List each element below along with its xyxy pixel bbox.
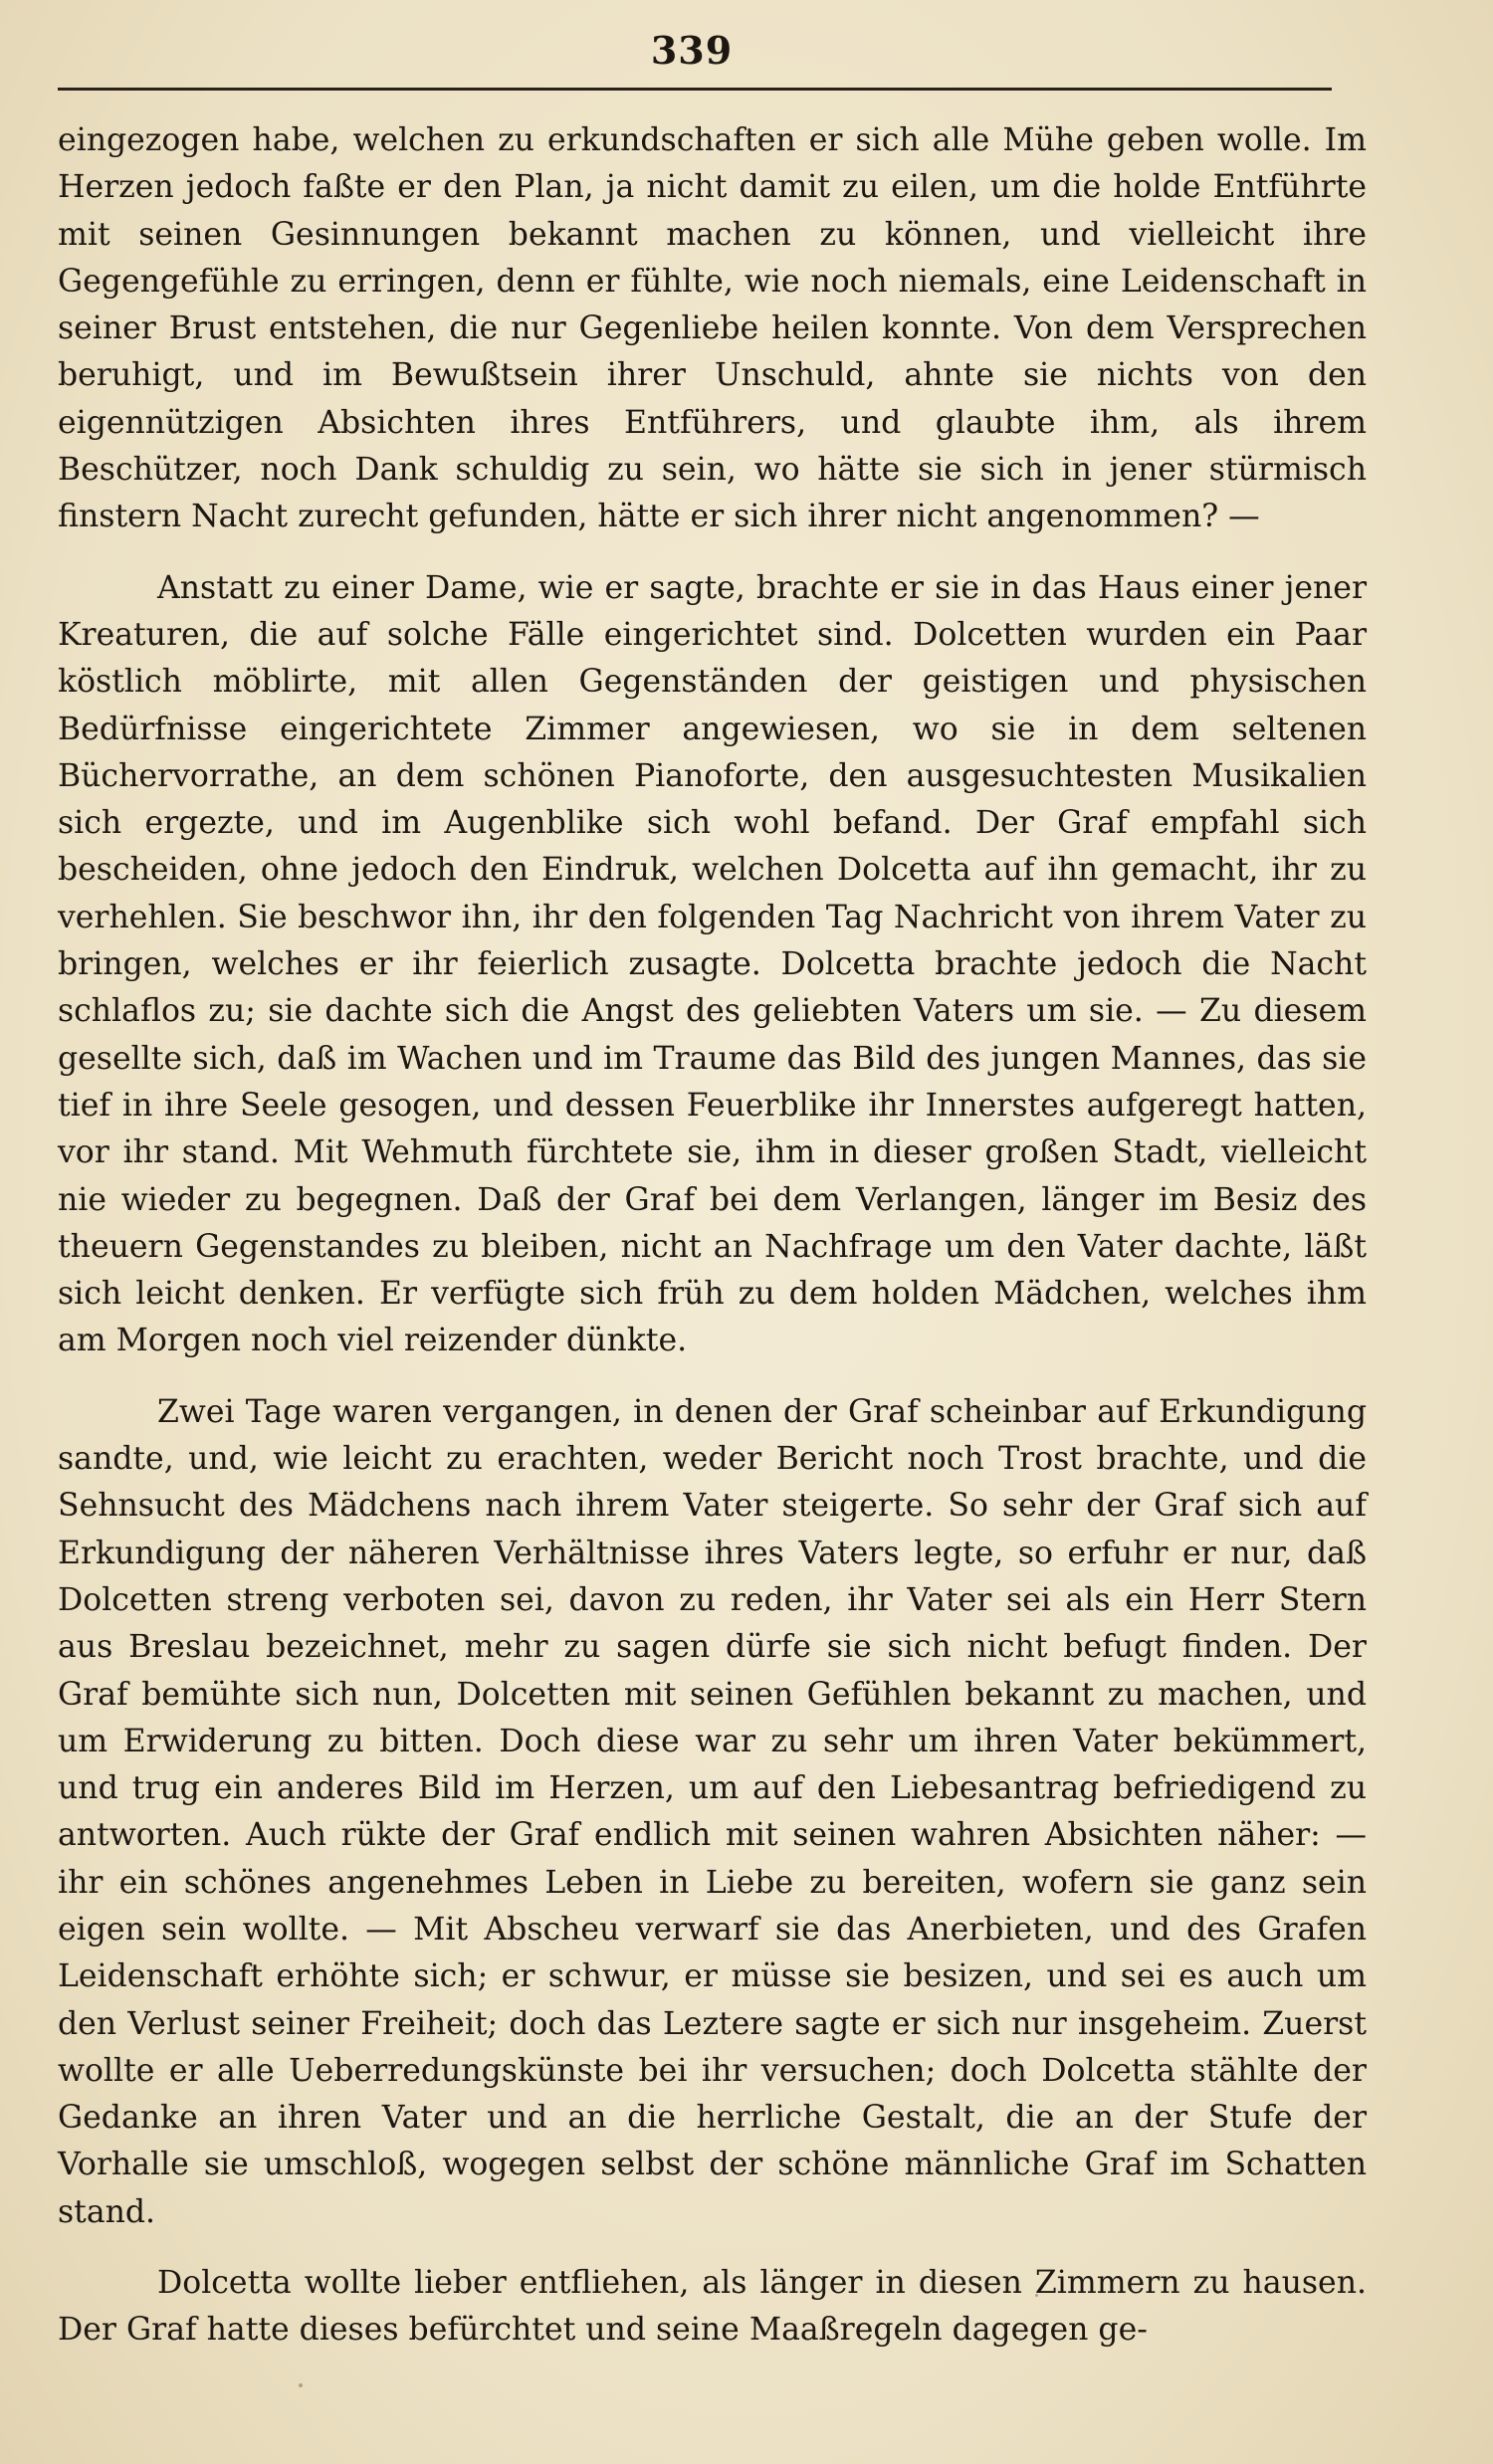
paragraph-3: Zwei Tage waren vergangen, in denen der Graf scheinbar auf Erkundigung sandte, und, wie leicht zu erachten, weder Bericht noch Trost brachte, und die Sehnsucht des Mädchens nach ihrem Vater steigerte. So sehr der Graf sich auf Erkundigung der näheren Verhältnisse ihres Vaters legte, so erfuhr er nur, daß Dolcetten streng verboten sei, davon zu reden, ihr Vater sei als ein Herr Stern aus Breslau bezeichnet, mehr zu sagen dürfe sie sich nicht befugt finden. Der Graf bemühte sich nun, Dolcetten mit seinen Gefühlen bekannt zu machen, und um Erwiderung zu bitten. Doch diese war zu sehr um ihren Vater bekümmert, und trug ein anderes Bild im Herzen, um auf den Liebesantrag befriedigend zu antworten. Auch rükte der Graf endlich mit seinen wahren Absichten näher: — ihr ein schönes angenehmes Leben in Liebe zu bereiten, wofern sie ganz sein eigen sein wollte. — Mit Abscheu verwarf sie das Anerbieten, und des Grafen Leidenschaft erhöhte sich; er schwur, er müsse sie besizen, und sei es auch um den Verlust seiner Freiheit; doch das Leztere sagte er sich nur insgeheim. Zuerst wollte er alle Ueberredungskünste bei ihr versuchen; doch Dolcetta stählte der Gedanke an ihren Vater und an die herrliche Gestalt, die an der Stufe der Vorhalle sie umschloß, wogegen selbst der schöne männliche Graf im Schatten stand. <box>58 1393 1367 2230</box>
paper-speck <box>299 2383 303 2387</box>
paragraph-4: Dolcetta wollte lieber entfliehen, als länger in diesen Zimmern zu hausen. Der Graf hatte dieses befürchtet und seine Maaßregeln dagegen ge- <box>58 2265 1367 2349</box>
paper-speck <box>1035 2294 1038 2297</box>
page-number: 339 <box>650 28 734 73</box>
header-rule <box>58 88 1332 91</box>
body-text <box>58 117 1367 2355</box>
paragraph-1: eingezogen habe, welchen zu erkundschaften er sich alle Mühe geben wolle. Im Herzen jedoch faßte er den Plan, ja nicht damit zu eilen, um die holde Entführte mit seinen Gesinnungen bekannt machen zu können, und vielleicht ihre Gegengefühle zu erringen, denn er fühlte, wie noch niemals, eine Leidenschaft in seiner Brust entstehen, die nur Gegenliebe heilen konnte. Von dem Versprechen beruhigt, und im Bewußtsein ihrer Unschuld, ahnte sie nichts von den eigennützigen Absichten ihres Entführers, und glaubte ihm, als ihrem Beschützer, noch Dank schuldig zu sein, wo hätte sie sich in jener stürmisch finstern Nacht zurecht gefunden, hätte er sich ihrer nicht angenommen? — <box>58 122 1367 535</box>
paragraph-2: Anstatt zu einer Dame, wie er sagte, brachte er sie in das Haus einer jener Kreaturen, die auf solche Fälle eingerichtet sind. Dolcetten wurden ein Paar köstlich möblirte, mit allen Gegenständen der geistigen und physischen Bedürfnisse eingerichtete Zimmer angewiesen, wo sie in dem seltenen Büchervorrathe, an dem schönen Pianoforte, den ausgesuchtesten Musikalien sich ergezte, und im Augenblike sich wohl befand. Der Graf empfahl sich bescheiden, ohne jedoch den Eindruk, welchen Dolcetta auf ihn gemacht, ihr zu verhehlen. Sie beschwor ihn, ihr den folgenden Tag Nachricht von ihrem Vater zu bringen, welches er ihr feierlich zusagte. Dolcetta brachte jedoch die Nacht schlaflos zu; sie dachte sich die Angst des geliebten Vaters um sie. — Zu diesem gesellte sich, daß im Wachen und im Traume das Bild des jungen Mannes, das sie tief in ihre Seele gesogen, und dessen Feuerblike ihr Innerstes aufgeregt hatten, vor ihr stand. Mit Wehmuth fürchtete sie, ihm in dieser großen Stadt, vielleicht nie wieder zu begegnen. Daß der Graf bei dem Verlangen, länger im Besiz des theuern Gegenstandes zu bleiben, nicht an Nachfrage um den Vater dachte, läßt sich leicht denken. Er verfügte sich früh zu dem holden Mädchen, welches ihm am Morgen noch viel reizender dünkte. <box>58 569 1367 1359</box>
